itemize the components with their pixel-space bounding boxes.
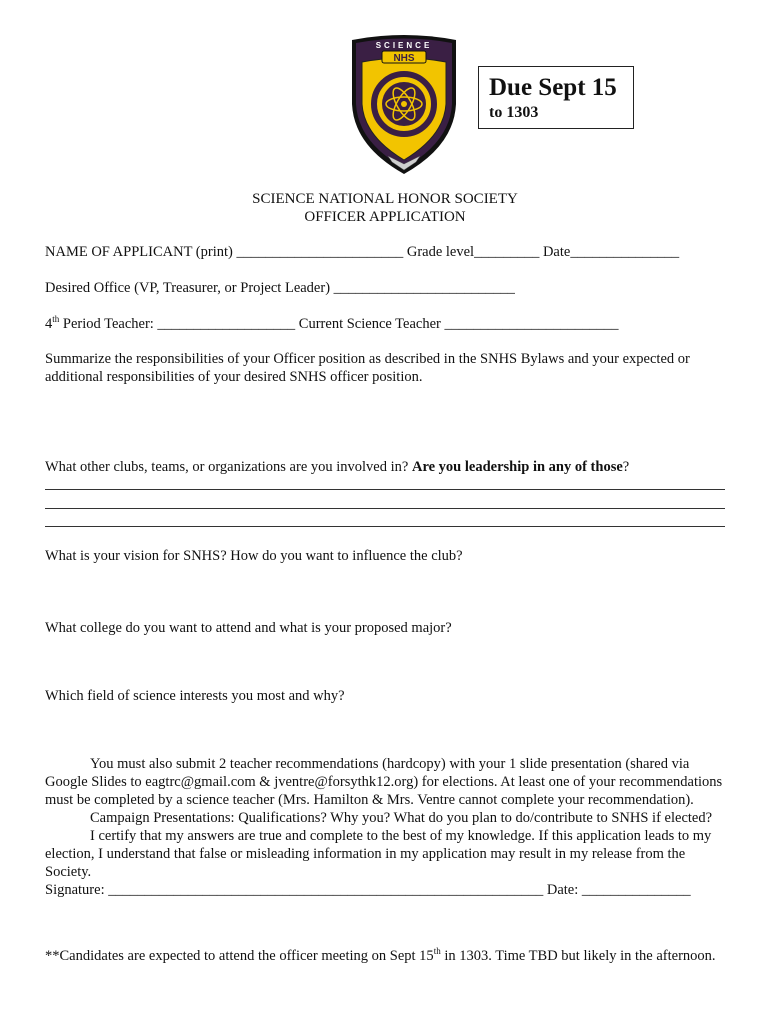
page-title: SCIENCE NATIONAL HONOR SOCIETY (252, 191, 518, 207)
answer-line[interactable] (45, 489, 725, 490)
shield-emblem-icon (348, 34, 460, 176)
meeting-note-text: **Candidates are expected to attend the officer meeting on Sept 15 (45, 948, 434, 964)
page-subtitle: OFFICER APPLICATION (304, 209, 466, 225)
name-grade-date-field[interactable]: NAME OF APPLICANT (print) _______________________ Grade level_________ Date_______________ (45, 244, 680, 260)
question-vision: What is your vision for SNHS? How do you want to influence the club? (45, 548, 463, 564)
question-science-field: Which field of science interests you most and why? (45, 688, 345, 704)
teacher-field[interactable] (45, 315, 618, 333)
instructions-recommendations: You must also submit 2 teacher recommendations (hardcopy) with your 1 slide presentation (shared via Google Slides to eagtrc@gmail.com & jventre@forsythk12.org) for elections. At least one of your recommendations must be completed by a science teacher (Mrs. Hamilton & Mrs. Ventre cannot complete your recommendation). (45, 756, 723, 808)
question-clubs-bold: Are you leadership in any of those (411, 459, 623, 475)
due-date-title: Due Sept 15 (489, 74, 617, 101)
due-room-label: to 1303 (489, 104, 539, 121)
question-clubs-text: What other clubs, teams, or organizations are you involved in? (45, 459, 412, 475)
question-summarize: Summarize the responsibilities of your Officer position as described in the SNHS Bylaws and your expected or additional responsibilities of your desired SNHS officer position. (45, 351, 690, 385)
logo-top-text: SCIENCE (375, 41, 433, 50)
question-clubs-end: ? (622, 459, 630, 475)
meeting-note (45, 947, 716, 965)
meeting-note-rest: in 1303. Time TBD but likely in the afternoon. (440, 948, 716, 964)
question-college: What college do you want to attend and what is your proposed major? (45, 620, 452, 636)
answer-line[interactable] (45, 508, 725, 509)
answer-line[interactable] (45, 526, 725, 527)
desired-office-field[interactable]: Desired Office (VP, Treasurer, or Project Leader) _________________________ (45, 280, 515, 296)
snhs-logo (348, 34, 460, 176)
due-date-box (478, 66, 634, 129)
instructions-campaign: Campaign Presentations: Qualifications? Why you? What do you plan to do/contribute to SNHS if elected? (90, 810, 713, 826)
meeting-note-suffix: th (433, 946, 441, 957)
instructions-block (45, 755, 730, 899)
teacher-period-suffix: th (52, 314, 60, 325)
signature-date-field[interactable]: Signature: ____________________________________________________________ Date: _______________ (45, 882, 691, 898)
teacher-period-number: 4 (45, 316, 53, 332)
question-clubs (45, 458, 629, 476)
certification-statement: I certify that my answers are true and complete to the best of my knowledge. If this application leads to my election, I understand that false or misleading information in my application may result in my release from the Society. (45, 828, 712, 880)
teacher-field-text: Period Teacher: ___________________ Current Science Teacher ________________________ (59, 316, 619, 332)
logo-badge-text: NHS (393, 53, 415, 64)
